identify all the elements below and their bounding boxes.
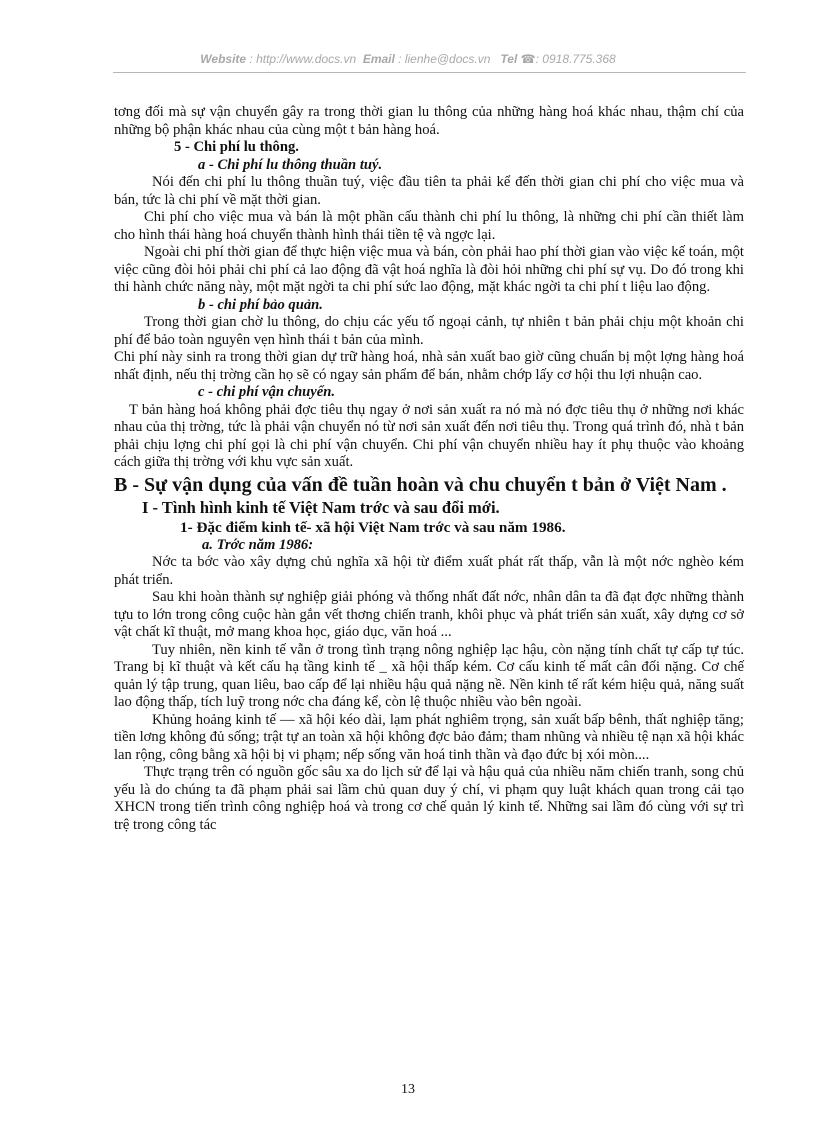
paragraph: tơng đối mà sự vận chuyển gây ra trong thời gian lu thông của những hàng hoá khác nhau, thậm chí của những bộ phận khác nhau của cùng một t bản hàng hoá. bbox=[114, 104, 744, 138]
tel-text: : 0918.775.368 bbox=[535, 52, 616, 66]
section-heading-5: 5 - Chi phí lu thông. bbox=[174, 139, 299, 155]
paragraph: Ngoài chi phí thời gian để thực hiện việc mua và bán, còn phải hao phí thời gian vào việc kế toán, một việc cũng đòi hỏi phải chi phí cả lao động đã vật hoá nghĩa là đòi hỏi những chi phí sự vụ. Do đó trong khi thi hành chức năng này, một mặt ngời ta chi phí sức lao động, mặt khác ngời ta chi phí t liệu lao động. bbox=[114, 244, 744, 295]
subheading-a: a - Chi phí lu thông thuần tuý. bbox=[198, 156, 383, 173]
email-label: Email bbox=[362, 52, 395, 66]
paragraph: Nớc ta bớc vào xây dựng chủ nghĩa xã hội từ điểm xuất phát rất thấp, vẫn là một nớc nghèo kém phát triển. bbox=[114, 554, 744, 588]
page-number: 13 bbox=[401, 1082, 415, 1097]
website-label: Website bbox=[200, 52, 247, 66]
header-rule bbox=[113, 72, 746, 73]
website-text: : http://www.docs.vn bbox=[249, 52, 357, 66]
paragraph: Nói đến chi phí lu thông thuần tuý, việc đầu tiên ta phải kể đến thời gian chi phí cho việc mua và bán, tức là chi phí về mặt thời gian. bbox=[114, 174, 744, 208]
page-header bbox=[0, 52, 816, 66]
paragraph: T bản hàng hoá không phải đợc tiêu thụ ngay ở nơi sản xuất ra nó mà nó đợc tiêu thụ ở những nơi khác nhau của thị trờng, tức là phải vận chuyển nó từ nơi sản xuất đến nơi tiêu thụ. Trong quá trình đó, nhà t bản phải chịu lợng chi phí gọi là chi phí vận chuyển. Chi phí vận chuyển nhiều hay ít phụ thuộc vào khoảng cách giữa thị trờng với khu vực sản xuất. bbox=[114, 401, 744, 470]
paragraph: Khủng hoảng kinh tế — xã hội kéo dài, lạm phát nghiêm trọng, sản xuất bấp bênh, thất nghiệp tăng; tiền lơng không đủ sống; trật tự an toàn xã hội không đợc bảo đảm; tham nhũng và nhiều tệ nạn xã hội khác lan rộng, công bằng xã hội bị vi phạm; nếp sống văn hoá tinh thần và đạo đức bị xói mòn.... bbox=[114, 711, 744, 763]
chapter-heading-b: B - Sự vận dụng của vấn đề tuần hoàn và chu chuyển t bản ở Việt Nam . bbox=[114, 473, 727, 496]
section-heading-i: I - Tình hình kinh tế Việt Nam trớc và sau đổi mới. bbox=[142, 497, 500, 517]
paragraph: Tuy nhiên, nền kinh tế vẫn ở trong tình trạng nông nghiệp lạc hậu, còn nặng tính chất tự cấp tự túc. Trang bị kĩ thuật và kết cấu hạ tầng kinh tế _ xã hội thấp kém. Cơ cấu kinh tế mất cân đối nặng. Cơ chế quản lý tập trung, quan liêu, bao cấp để lại nhiều hậu quả nặng nề. Nền kinh tế rất kém hiệu quả, năng suất lao động thấp, tích luỹ trong nớc cha đáng kể, còn lệ thuộc nhiều vào bên ngoài. bbox=[114, 641, 744, 710]
document-body bbox=[114, 104, 744, 834]
subheading-a-1986: a. Trớc năm 1986: bbox=[202, 536, 314, 553]
subheading-b: b - chi phí bảo quản. bbox=[198, 296, 323, 313]
paragraph: Thực trạng trên có nguồn gốc sâu xa do lịch sử để lại và hậu quả của nhiều năm chiến tranh, song chủ yếu là do chúng ta đã phạm phải sai lầm chủ quan duy ý chí, vi phạm quy luật khách quan trong cải tạo XHCN trong tiến trình công nghiệp hoá và trong cơ chế quản lý kinh tế. Những sai lầm đó cùng với sự trì trệ trong công tác bbox=[114, 764, 744, 833]
subheading-c: c - chi phí vận chuyển. bbox=[198, 384, 336, 400]
tel-label: Tel bbox=[500, 52, 518, 66]
paragraph: Chi phí này sinh ra trong thời gian dự trữ hàng hoá, nhà sản xuất bao giờ cũng chuẩn bị một lợng hàng hoá nhất định, nếu thị trờng cần họ sẽ có ngay sản phẩm để bán, nhằm chớp lấy cơ hội thu lợi nhuận cao. bbox=[114, 349, 744, 383]
section-heading-1: 1- Đặc điểm kinh tế- xã hội Việt Nam trớc và sau năm 1986. bbox=[180, 518, 566, 536]
paragraph: Sau khi hoàn thành sự nghiệp giải phóng và thống nhất đất nớc, nhân dân ta đã đạt đợc những thành tựu to lớn trong công cuộc hàn gắn vết thơng chiến tranh, khôi phục và phát triển sản xuất, xây dựng cơ sở vật chất kĩ thuật, mở mang khoa học, giáo dục, văn hoá ... bbox=[114, 589, 744, 640]
paragraph: Trong thời gian chờ lu thông, do chịu các yếu tố ngoại cảnh, tự nhiên t bản phải chịu một khoản chi phí để bảo toàn nguyên vẹn hình thái t bản của mình. bbox=[114, 314, 744, 348]
phone-icon: ☎ bbox=[520, 52, 536, 66]
email-text: : lienhe@docs.vn bbox=[398, 52, 491, 66]
paragraph: Chi phí cho việc mua và bán là một phần cấu thành chi phí lu thông, là những chi phí cần thiết làm cho hình thái hàng hoá chuyển thành hình thái tiền tệ và ngợc lại. bbox=[114, 209, 744, 243]
